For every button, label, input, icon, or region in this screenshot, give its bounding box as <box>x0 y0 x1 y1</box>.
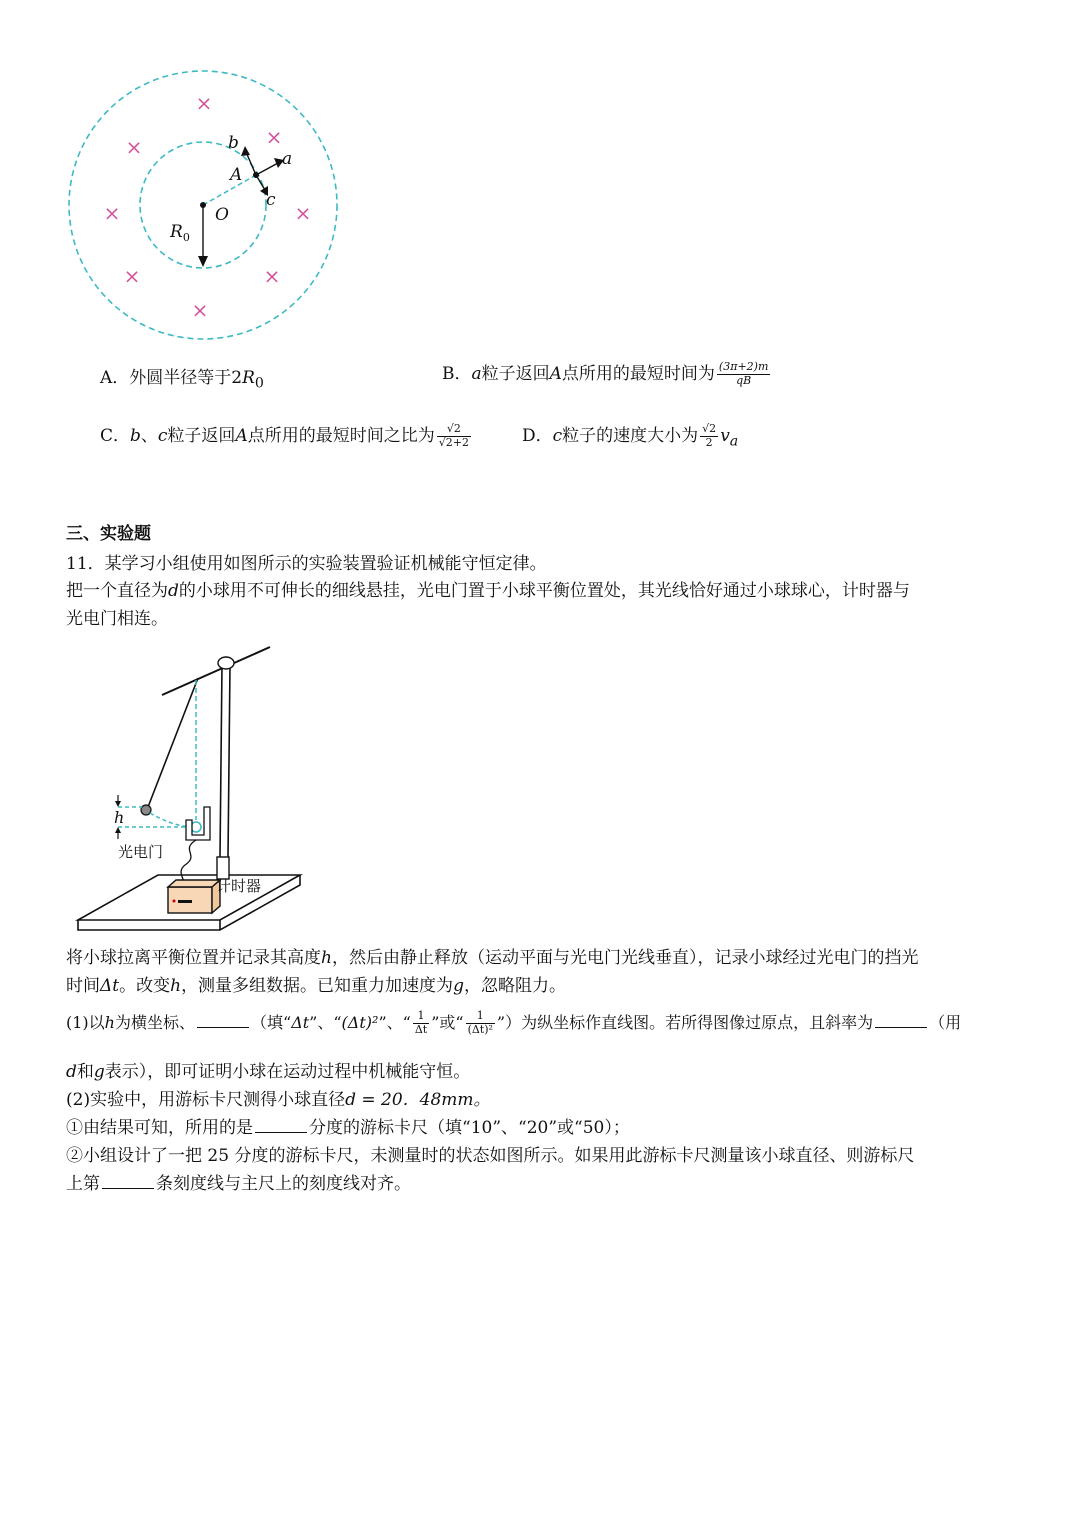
option-D: D．c粒子的速度大小为 $\frac{√2}{2}$ $v_a$ <box>522 422 739 450</box>
magnetic-field-figure <box>60 60 360 360</box>
label-R0: $R_0$ <box>170 222 190 244</box>
q11-subquestion2-part2-line2: 上第 条刻度线与主尺上的刻度线对齐。 <box>66 1174 411 1194</box>
pendulum-apparatus-figure <box>70 635 310 935</box>
photogate <box>186 807 210 840</box>
cross-mark: × <box>103 201 121 225</box>
label-O: O <box>215 205 229 225</box>
label-h: h <box>114 808 125 827</box>
option-C: C．b、c粒子返回A点所用的最短时间之比为 $\frac{√2}{√2+2}$ <box>100 422 469 449</box>
label-b: b <box>228 133 239 153</box>
cross-mark: × <box>294 201 312 225</box>
option-B: B．a粒子返回A点所用的最短时间为 $\frac{(3\pi+2)m}{qB}$ <box>442 360 769 387</box>
option-A: A．外圆半径等于$2R_0$ <box>100 368 264 392</box>
cross-mark: × <box>195 91 213 115</box>
q11-subquestion1-line2: d和g表示），即可证明小球在运动过程中机械能守恒。 <box>66 1062 471 1082</box>
q11-intro: 11．某学习小组使用如图所示的实验装置验证机械能守恒定律。 <box>66 554 547 574</box>
clamp <box>218 657 234 669</box>
q11-paragraph2-line1: 将小球拉离平衡位置并记录其高度h，然后由静止释放（运动平面与光电门光线垂直），记录小球经过光电门的挡光 <box>66 948 919 968</box>
label-timer: 计时器 <box>216 877 262 895</box>
velocity-b-arrow <box>246 152 256 175</box>
answer-blank-1[interactable] <box>197 1011 249 1028</box>
label-photogate: 光电门 <box>118 843 164 861</box>
velocity-b-arrowhead <box>241 146 250 156</box>
q11-subquestion2-part2-line1: ②小组设计了一把 25 分度的游标卡尺，未测量时的状态如图所示。如果用此游标卡尺测量该小球直径、则游标尺 <box>66 1146 915 1166</box>
q11-paragraph1-line2: 光电门相连。 <box>66 609 168 629</box>
cross-mark: × <box>191 298 209 322</box>
pendulum-string <box>148 678 198 807</box>
crossbar <box>162 647 270 695</box>
label-c: c <box>266 190 276 210</box>
cross-mark: × <box>263 264 281 288</box>
radius-arrowhead <box>198 256 208 267</box>
cross-mark: × <box>125 135 143 159</box>
q11-paragraph1-line1: 把一个直径为d的小球用不可伸长的细线悬挂，光电门置于小球平衡位置处，其光线恰好通过小球球心，计时器与 <box>66 581 910 601</box>
q11-subquestion1-line1: (1)以h为横坐标、 （填“Δt”、“(Δt)²”、“ $\frac{1}{\Delta t}$ ”或“ $\frac{1}{\text{(Δt)²}}$ ”）为纵坐标作直线图。若所得图像过原点，且斜率为 （用 <box>66 1009 962 1036</box>
answer-blank-3[interactable] <box>255 1116 307 1133</box>
label-a: a <box>282 149 293 169</box>
section-title: 三、实验题 <box>66 524 151 544</box>
answer-blank-4[interactable] <box>102 1172 154 1189</box>
cross-mark: × <box>265 125 283 149</box>
field-crosses <box>104 91 312 322</box>
velocity-c-arrow <box>256 175 265 190</box>
pendulum-ball <box>141 805 151 815</box>
q11-subquestion2: (2)实验中，用游标卡尺测得小球直径d = 20．48mm。 <box>66 1090 491 1110</box>
velocity-a-arrow <box>256 163 278 175</box>
label-A: A <box>230 165 243 185</box>
cross-mark: × <box>123 264 141 288</box>
stand-rod <box>220 665 222 857</box>
answer-blank-2[interactable] <box>875 1011 927 1028</box>
q11-paragraph2-line2: 时间Δt。改变h，测量多组数据。已知重力加速度为g，忽略阻力。 <box>66 976 566 996</box>
stand-foot <box>217 857 229 879</box>
q11-subquestion2-part1: ①由结果可知，所用的是 分度的游标卡尺（填“10”、“20”或“50）； <box>66 1118 630 1138</box>
